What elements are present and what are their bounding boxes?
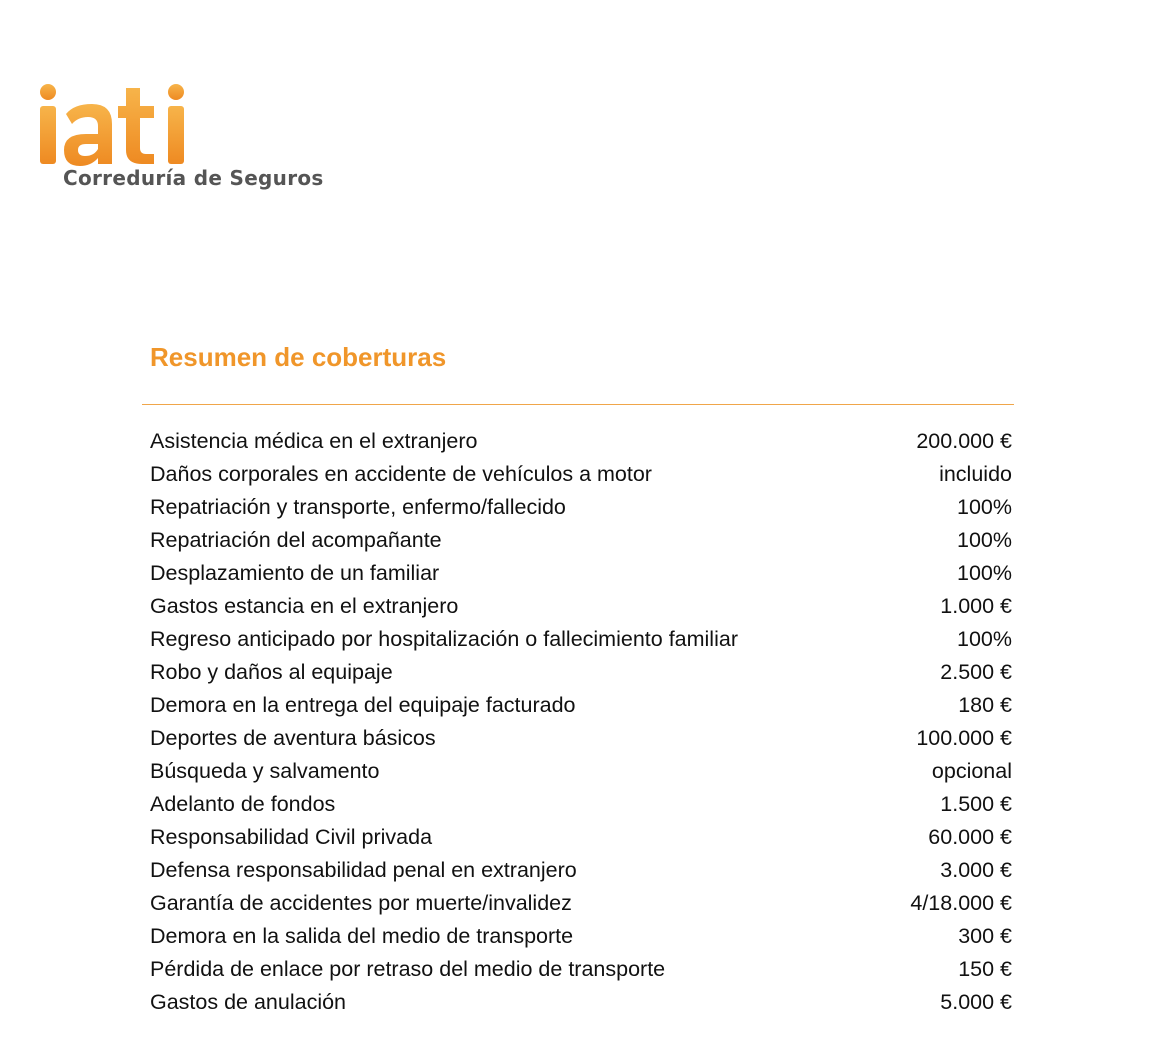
coverage-label: Desplazamiento de un familiar bbox=[150, 561, 440, 585]
coverage-value: 200.000 € bbox=[916, 429, 1012, 453]
coverage-row bbox=[150, 656, 1012, 689]
coverage-label: Defensa responsabilidad penal en extranjero bbox=[150, 858, 577, 882]
coverage-value: 4/18.000 € bbox=[910, 891, 1012, 915]
coverage-label: Pérdida de enlace por retraso del medio de transporte bbox=[150, 957, 666, 981]
coverage-value: 100% bbox=[957, 528, 1012, 552]
coverage-row bbox=[150, 755, 1012, 788]
coverage-value: opcional bbox=[931, 759, 1012, 783]
coverage-label: Repatriación del acompañante bbox=[150, 528, 442, 552]
coverage-row bbox=[150, 920, 1012, 953]
coverage-label: Repatriación y transporte, enfermo/fallecido bbox=[150, 495, 566, 519]
coverage-row bbox=[150, 854, 1012, 887]
coverage-row bbox=[150, 557, 1012, 590]
coverage-row bbox=[150, 986, 1012, 1019]
coverage-value: 60.000 € bbox=[928, 825, 1012, 849]
coverage-value: 180 € bbox=[958, 693, 1012, 717]
coverage-row bbox=[150, 722, 1012, 755]
coverage-value: 100.000 € bbox=[916, 726, 1012, 750]
coverage-value: 1.500 € bbox=[940, 792, 1012, 816]
coverage-list bbox=[150, 425, 1012, 1019]
coverage-row bbox=[150, 491, 1012, 524]
coverage-value: 150 € bbox=[958, 957, 1012, 981]
company-logo bbox=[36, 80, 346, 200]
coverage-value: 100% bbox=[957, 495, 1012, 519]
coverage-label: Gastos de anulación bbox=[150, 990, 347, 1014]
coverage-label: Demora en la entrega del equipaje facturado bbox=[150, 693, 576, 717]
coverage-value: 2.500 € bbox=[940, 660, 1012, 684]
coverage-row bbox=[150, 524, 1012, 557]
section-divider bbox=[142, 404, 1014, 405]
coverage-label: Robo y daños al equipaje bbox=[150, 660, 393, 684]
coverage-label: Deportes de aventura básicos bbox=[150, 726, 436, 750]
coverage-label: Asistencia médica en el extranjero bbox=[150, 429, 478, 453]
coverage-label: Daños corporales en accidente de vehículos a motor bbox=[150, 462, 652, 486]
coverage-label: Responsabilidad Civil privada bbox=[150, 825, 433, 849]
coverage-row bbox=[150, 458, 1012, 491]
coverage-row bbox=[150, 623, 1012, 656]
iati-logo-mark bbox=[36, 80, 196, 170]
coverage-value: 100% bbox=[957, 627, 1012, 651]
coverage-label: Garantía de accidentes por muerte/invalidez bbox=[150, 891, 572, 915]
coverage-label: Adelanto de fondos bbox=[150, 792, 336, 816]
coverage-value: 5.000 € bbox=[940, 990, 1012, 1014]
coverage-value: 100% bbox=[957, 561, 1012, 585]
coverage-row bbox=[150, 788, 1012, 821]
coverage-row bbox=[150, 953, 1012, 986]
coverage-row bbox=[150, 689, 1012, 722]
logo-subtitle: Correduría de Seguros bbox=[63, 166, 324, 190]
coverage-value: 1.000 € bbox=[940, 594, 1012, 618]
coverage-row bbox=[150, 590, 1012, 623]
coverage-row bbox=[150, 821, 1012, 854]
coverage-label: Demora en la salida del medio de transporte bbox=[150, 924, 574, 948]
coverage-label: Gastos estancia en el extranjero bbox=[150, 594, 459, 618]
coverage-label: Búsqueda y salvamento bbox=[150, 759, 380, 783]
coverage-row bbox=[150, 425, 1012, 458]
coverage-row bbox=[150, 887, 1012, 920]
coverage-value: incluido bbox=[939, 462, 1012, 486]
section-title: Resumen de coberturas bbox=[150, 342, 447, 372]
coverage-value: 300 € bbox=[958, 924, 1012, 948]
coverage-label: Regreso anticipado por hospitalización o fallecimiento familiar bbox=[150, 627, 738, 651]
coverage-value: 3.000 € bbox=[940, 858, 1012, 882]
